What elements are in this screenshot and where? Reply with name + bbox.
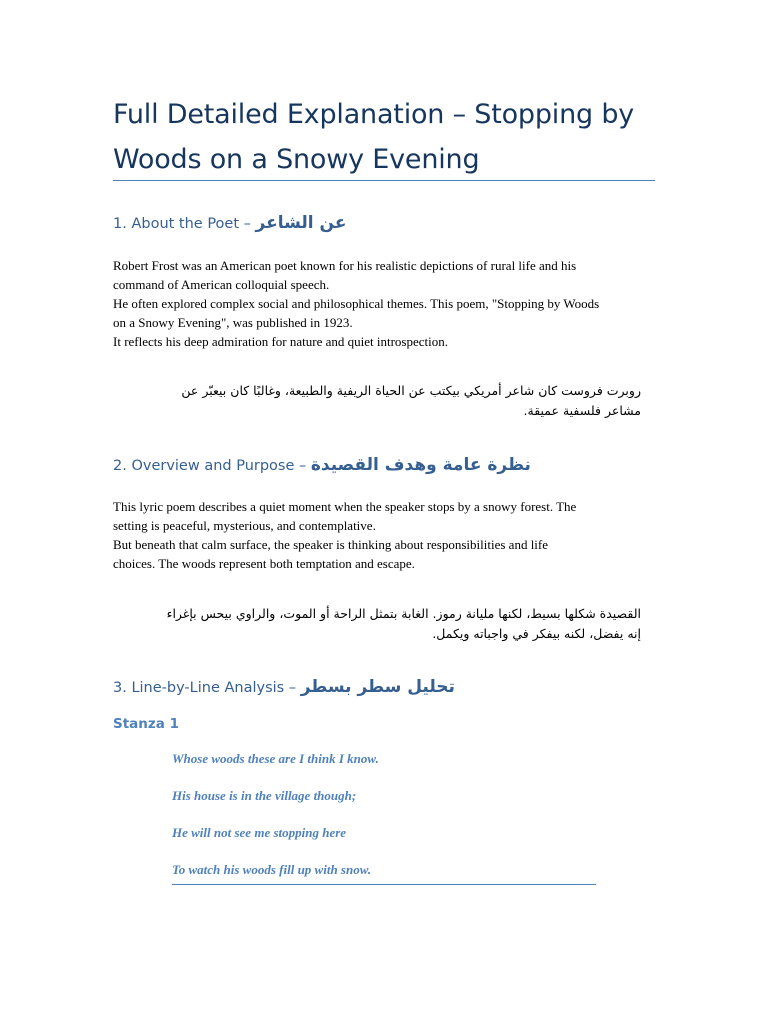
arabic-line: مشاعر فلسفية عميقة. — [523, 403, 641, 418]
poem-line: To watch his woods fill up with snow. — [172, 862, 372, 877]
section-heading-about-poet — [113, 213, 346, 233]
about-poet-paragraph — [113, 256, 643, 351]
poem-line: His house is in the village though; — [172, 788, 357, 803]
paragraph-line: Robert Frost was an American poet known for his realistic depictions of rural life and his — [113, 258, 577, 273]
section-heading-overview — [113, 455, 531, 475]
paragraph-line: on a Snowy Evening", was published in 1923. — [113, 315, 353, 330]
section-heading-arabic: تحليل سطر بسطر — [300, 677, 455, 697]
paragraph-line: choices. The woods represent both temptation and escape. — [113, 556, 415, 571]
overview-paragraph — [113, 497, 643, 573]
stanza-underline — [172, 884, 596, 885]
paragraph-line: setting is peaceful, mysterious, and contemplative. — [113, 518, 376, 533]
title-underline — [113, 180, 655, 181]
section-heading-line-analysis — [113, 677, 455, 697]
stanza-label: Stanza 1 — [113, 716, 179, 732]
about-poet-arabic-paragraph — [113, 381, 641, 421]
poem-line: Whose woods these are I think I know. — [172, 751, 379, 766]
arabic-line: روبرت فروست كان شاعر أمريكي بيكتب عن الحياة الريفية والطبيعة، وغالبًا كان بيعبّر عن — [181, 383, 641, 398]
poem-line: He will not see me stopping here — [172, 825, 347, 840]
paragraph-line: command of American colloquial speech. — [113, 277, 330, 292]
paragraph-line: It reflects his deep admiration for nature and quiet introspection. — [113, 334, 448, 349]
page-title: Full Detailed Explanation – Stopping by Woods on a Snowy Evening — [113, 99, 635, 175]
section-heading-english: 1. About the Poet – — [113, 216, 256, 232]
arabic-line: إنه يفضل، لكنه بيفكر في واجباته ويكمل. — [432, 626, 641, 641]
paragraph-line: He often explored complex social and philosophical themes. This poem, "Stopping by Woods — [113, 296, 600, 311]
section-heading-english: 2. Overview and Purpose – — [113, 458, 311, 474]
section-heading-english: 3. Line-by-Line Analysis – — [113, 680, 301, 696]
section-heading-arabic: عن الشاعر — [255, 213, 347, 233]
paragraph-line: This lyric poem describes a quiet moment when the speaker stops by a snowy forest. The — [113, 499, 577, 514]
arabic-line: القصيدة شكلها بسيط، لكنها مليانة رموز. الغابة بتمثل الراحة أو الموت، والراوي بيحس بإغراء — [166, 606, 641, 621]
overview-arabic-paragraph — [113, 604, 641, 644]
paragraph-line: But beneath that calm surface, the speaker is thinking about responsibilities and life — [113, 537, 549, 552]
section-heading-arabic: نظرة عامة وهدف القصيدة — [310, 455, 531, 475]
